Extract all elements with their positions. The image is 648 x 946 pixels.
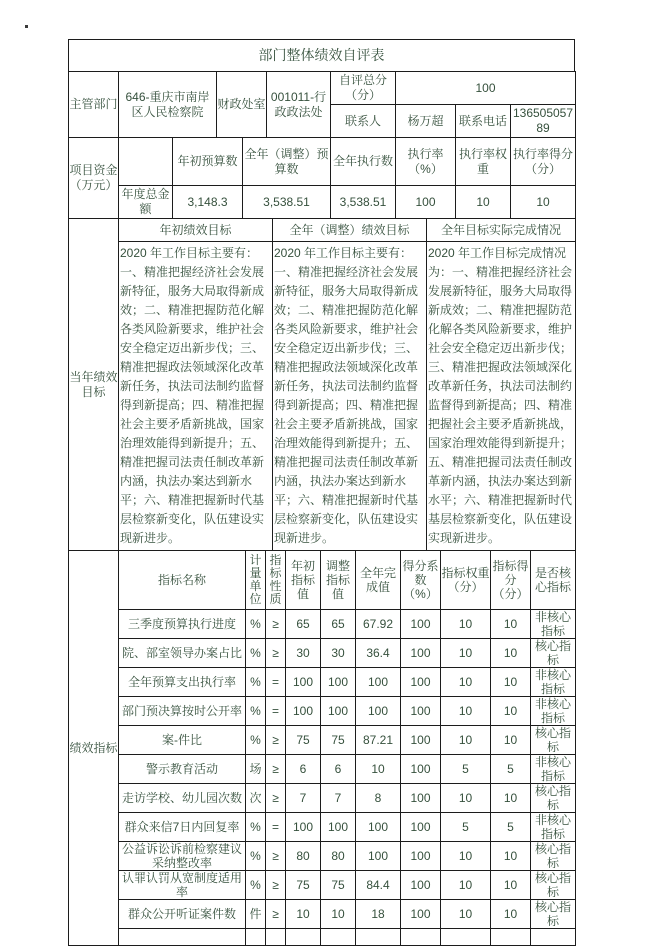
indicator-cell-coeff: 100 [401,639,441,668]
indicator-row [69,639,576,668]
indicator-cell-initial: 80 [286,842,321,871]
indicator-cell-weight: 10 [441,900,491,929]
indicator-cell-name: 三季度预算执行进度 [119,610,246,639]
indicators-header-row [69,551,576,610]
indicator-cell-adjusted: 75 [321,726,356,755]
indicator-row [69,755,576,784]
indicator-cell-coeff: 100 [401,871,441,900]
funds-executed: 3,538.51 [331,186,396,219]
indicator-cell-unit: % [246,668,266,697]
indicator-cell-actual: 18 [356,900,401,929]
indicator-cell-weight: 10 [441,726,491,755]
indicator-cell-unit: 次 [246,784,266,813]
title-table [68,39,575,72]
indicator-cell-name: 公益诉讼诉前检察建议采纳整改率 [119,842,246,871]
funds-header-row [69,138,576,186]
contact-label: 联系人 [331,105,396,138]
indicator-cell-actual: 100 [356,697,401,726]
finance-office-label: 财政处室 [217,72,267,138]
indicator-cell-core: 非核心指标 [531,813,576,842]
dept-value: 646-重庆市南岸区人民检察院 [119,72,217,138]
indicator-cell-core: 核心指标 [531,726,576,755]
indicator-cell-core: 非核心指标 [531,697,576,726]
ind-col-unit: 计量单位 [246,551,266,610]
indicator-cell-name: 走访学校、幼儿园次数 [119,784,246,813]
indicator-cell-nature: ≥ [266,842,286,871]
indicator-cell-initial: 65 [286,610,321,639]
funds-col-initial-budget: 年初预算数 [173,138,243,186]
goals-adjusted-text: 2020 年工作目标主要有：一、精准把握经济社会发展新特征，服务大局取得新成效；二、精准把握防范化解各类风险新要求，维护社会安全稳定迈出新步伐；三、精准把握政法领域深化改革新任务，执法司法制约监督得到新提高；四、精准把握社会主要矛盾新挑战，国家治理效能得到新提升；五、精准把握司法责任制改革新内涵，执法办案达到新水平；六、精准把握新时代基层检察新变化，队伍建设实现新进步。 [273,242,427,551]
indicator-cell-weight: 5 [441,755,491,784]
ind-col-actual: 全年完成值 [356,551,401,610]
indicator-cell-adjusted: 75 [321,871,356,900]
indicator-cell-core: 核心指标 [531,871,576,900]
indicator-cell-core: 非核心指标 [531,668,576,697]
indicator-cell-initial: 100 [286,668,321,697]
indicator-cell-initial: 100 [286,697,321,726]
indicator-cell-name: 案-件比 [119,726,246,755]
funds-col-executed: 全年执行数 [331,138,396,186]
indicator-row [69,726,576,755]
indicator-cell-nature: = [266,668,286,697]
indicator-cell-nature: = [266,813,286,842]
indicator-cell-name [119,929,246,946]
goals-row-label: 当年绩效目标 [69,219,119,551]
funds-col-adjusted-budget: 全年（调整）预算数 [243,138,331,186]
contact-value: 杨万超 [396,105,456,138]
indicator-cell-adjusted [321,929,356,946]
funds-exec-weight: 10 [456,186,511,219]
funds-exec-score: 10 [511,186,576,219]
indicator-cell-score: 10 [491,842,531,871]
indicator-cell-core: 核心指标 [531,900,576,929]
goals-table [68,218,576,551]
indicator-cell-unit: % [246,697,266,726]
self-score-value: 100 [396,72,576,105]
indicator-cell-coeff: 100 [401,610,441,639]
self-evaluation-form [68,40,575,946]
indicator-cell-score: 10 [491,726,531,755]
indicator-cell-weight: 10 [441,668,491,697]
indicator-cell-adjusted: 100 [321,813,356,842]
indicator-cell-nature: ≥ [266,755,286,784]
title-row [69,40,575,72]
goals-actual-text: 2020 年工作目标完成情况为：一、精准把握经济社会发展新特征，服务大局取得新成效；二、精准把握防范化解各类风险新要求，维护社会安全稳定迈出新步伐；三、精准把握政法领域深化改革新任务，执法司法制约监督得到新提高；四、精准把握社会主要矛盾新挑战，国家治理效能得到新提升；五、精准把握司法责任制改革新内涵，执法办案达到新水平；六、精准把握新时代基层检察新变化，队伍建设实现新进步。 [427,242,576,551]
indicator-cell-coeff: 100 [401,668,441,697]
indicator-cell-nature: ≥ [266,639,286,668]
indicator-cell-name: 部门预决算按时公开率 [119,697,246,726]
indicator-cell-weight: 5 [441,813,491,842]
indicator-cell-coeff: 100 [401,697,441,726]
goals-body-row [69,242,576,551]
ind-col-coeff: 得分系数（%） [401,551,441,610]
indicator-cell-core: 核心指标 [531,842,576,871]
indicator-cell-actual: 87.21 [356,726,401,755]
indicator-cell-actual: 100 [356,842,401,871]
indicator-cell-weight: 10 [441,871,491,900]
indicator-cell-unit: % [246,610,266,639]
indicator-cell-unit: % [246,813,266,842]
funds-total-label: 年度总金额 [119,186,173,219]
indicator-row [69,813,576,842]
indicator-cell-core: 非核心指标 [531,610,576,639]
indicator-cell-score: 10 [491,639,531,668]
indicator-cell-name: 群众来信7日内回复率 [119,813,246,842]
self-score-label: 自评总分（分） [331,72,396,105]
indicator-cell-score [491,929,531,946]
indicator-cell-weight: 10 [441,639,491,668]
indicator-cell-core [531,929,576,946]
indicator-cell-score: 10 [491,697,531,726]
indicator-cell-coeff [401,929,441,946]
indicators-body [69,551,576,946]
indicator-cell-nature: ≥ [266,900,286,929]
indicator-cell-score: 10 [491,610,531,639]
indicator-cell-name: 院、部室领导办案占比 [119,639,246,668]
indicator-cell-coeff: 100 [401,726,441,755]
funds-blank-cell [119,138,173,186]
indicator-cell-weight: 10 [441,610,491,639]
indicator-cell-unit: % [246,726,266,755]
funds-col-exec-weight: 执行率权重 [456,138,511,186]
indicator-cell-name: 认罪认罚从宽制度适用率 [119,871,246,900]
ind-col-core: 是否核心指标 [531,551,576,610]
ind-col-nature: 指标性质 [266,551,286,610]
indicator-cell-coeff: 100 [401,900,441,929]
indicator-row [69,929,576,946]
funds-exec-rate: 100 [396,186,456,219]
indicator-cell-score: 10 [491,871,531,900]
indicator-cell-initial: 30 [286,639,321,668]
indicator-cell-weight: 10 [441,697,491,726]
indicator-cell-nature [266,929,286,946]
indicator-cell-score: 5 [491,755,531,784]
funds-initial-budget: 3,148.3 [173,186,243,219]
indicator-cell-initial: 75 [286,871,321,900]
indicators-row-label: 绩效指标 [69,551,119,946]
indicator-cell-actual: 10 [356,755,401,784]
indicator-cell-adjusted: 30 [321,639,356,668]
indicator-cell-initial: 6 [286,755,321,784]
indicator-cell-adjusted: 65 [321,610,356,639]
indicator-cell-coeff: 100 [401,755,441,784]
indicator-cell-score: 10 [491,784,531,813]
page-title: 部门整体绩效自评表 [69,40,575,72]
indicator-cell-weight [441,929,491,946]
indicator-cell-name: 群众公开听证案件数 [119,900,246,929]
indicators-table [68,550,576,946]
goals-col-actual: 全年目标实际完成情况 [427,219,576,242]
indicator-cell-initial [286,929,321,946]
indicator-cell-actual [356,929,401,946]
indicator-cell-unit: % [246,842,266,871]
indicator-cell-actual: 67.92 [356,610,401,639]
goals-col-adjusted: 全年（调整）绩效目标 [273,219,427,242]
indicator-cell-nature: ≥ [266,610,286,639]
indicator-cell-actual: 8 [356,784,401,813]
indicator-cell-unit [246,929,266,946]
scan-artifact-dot [25,25,28,28]
indicator-cell-name: 警示教育活动 [119,755,246,784]
indicator-cell-score: 5 [491,813,531,842]
indicator-row [69,871,576,900]
indicator-cell-unit: % [246,871,266,900]
indicator-cell-score: 10 [491,668,531,697]
goals-col-initial: 年初绩效目标 [119,219,273,242]
indicator-cell-core: 非核心指标 [531,755,576,784]
indicator-cell-coeff: 100 [401,842,441,871]
indicator-cell-actual: 36.4 [356,639,401,668]
indicator-cell-weight: 10 [441,784,491,813]
indicator-cell-unit: 件 [246,900,266,929]
indicator-cell-adjusted: 7 [321,784,356,813]
indicator-cell-adjusted: 6 [321,755,356,784]
funds-value-row [69,186,576,219]
finance-office-value: 001011-行政政法处 [267,72,331,138]
indicator-cell-initial: 75 [286,726,321,755]
indicator-cell-core: 核心指标 [531,639,576,668]
funds-col-exec-score: 执行率得分（分） [511,138,576,186]
indicator-cell-initial: 100 [286,813,321,842]
indicator-cell-nature: = [266,697,286,726]
dept-label: 主管部门 [69,72,119,138]
indicator-row [69,784,576,813]
indicator-cell-adjusted: 10 [321,900,356,929]
indicator-row [69,842,576,871]
funds-col-exec-rate: 执行率（%） [396,138,456,186]
indicator-cell-actual: 84.4 [356,871,401,900]
table-row [69,72,576,105]
indicator-cell-nature: ≥ [266,871,286,900]
ind-col-weight: 指标权重（分） [441,551,491,610]
funds-adjusted-budget: 3,538.51 [243,186,331,219]
indicator-cell-adjusted: 100 [321,668,356,697]
indicator-cell-unit: % [246,639,266,668]
phone-value: 13650505789 [511,105,576,138]
ind-col-adjusted: 调整指标值 [321,551,356,610]
indicator-cell-nature: ≥ [266,726,286,755]
indicator-row [69,610,576,639]
indicator-cell-initial: 10 [286,900,321,929]
indicator-cell-name: 全年预算支出执行率 [119,668,246,697]
funds-table [68,137,576,219]
indicator-cell-adjusted: 100 [321,697,356,726]
indicator-row [69,668,576,697]
indicator-cell-nature: ≥ [266,784,286,813]
indicator-cell-actual: 100 [356,813,401,842]
indicator-cell-actual: 100 [356,668,401,697]
indicator-row [69,697,576,726]
indicator-cell-coeff: 100 [401,784,441,813]
indicator-cell-core: 核心指标 [531,784,576,813]
indicator-cell-unit: 场 [246,755,266,784]
ind-col-name: 指标名称 [119,551,246,610]
funds-row-label: 项目资金（万元） [69,138,119,219]
indicator-cell-adjusted: 80 [321,842,356,871]
goals-initial-text: 2020 年工作目标主要有：一、精准把握经济社会发展新特征，服务大局取得新成效；二、精准把握防范化解各类风险新要求，维护社会安全稳定迈出新步伐；三、精准把握政法领域深化改革新任务，执法司法制约监督得到新提高；四、精准把握社会主要矛盾新挑战，国家治理效能得到新提升；五、精准把握司法责任制改革新内涵，执法办案达到新水平；六、精准把握新时代基层检察新变化，队伍建设实现新进步。 [119,242,273,551]
indicator-cell-weight: 10 [441,842,491,871]
header-info-table [68,71,576,138]
indicator-cell-initial: 7 [286,784,321,813]
ind-col-initial: 年初指标值 [286,551,321,610]
phone-label: 联系电话 [456,105,511,138]
goals-header-row [69,219,576,242]
indicator-cell-score: 10 [491,900,531,929]
indicator-row [69,900,576,929]
indicator-cell-coeff: 100 [401,813,441,842]
ind-col-score: 指标得分（分） [491,551,531,610]
